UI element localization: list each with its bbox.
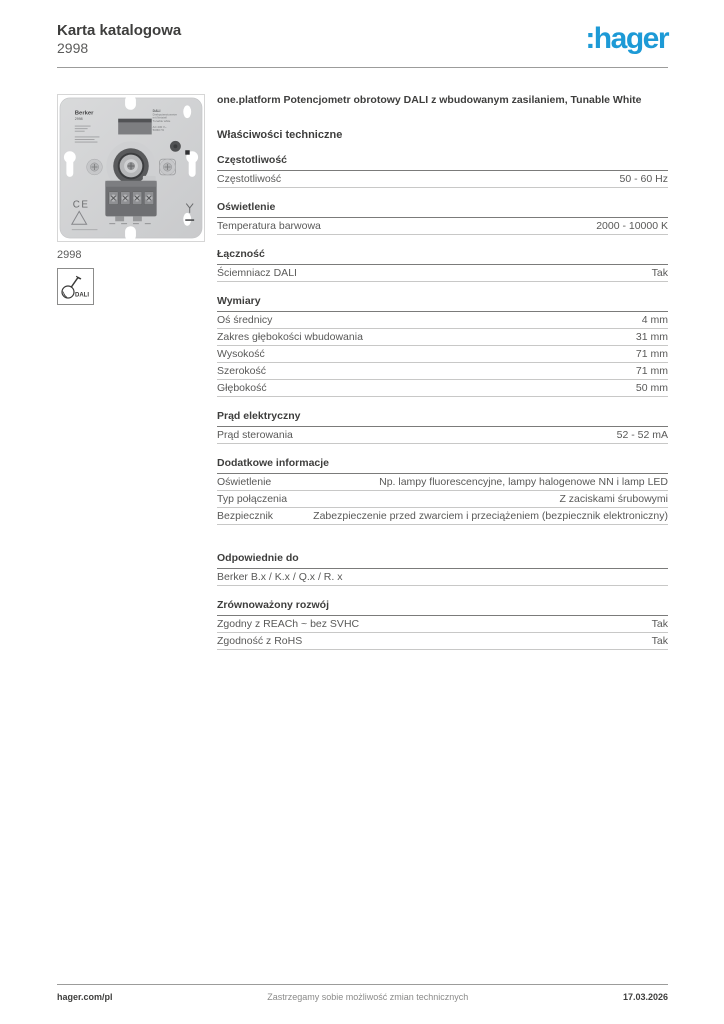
- plate-brand-label: Berker: [74, 110, 94, 117]
- svg-text:DALI: DALI: [75, 292, 89, 299]
- row-value: 50 - 60 Hz: [619, 173, 668, 185]
- row-label: Oś średnicy: [217, 314, 273, 326]
- spec-row: [217, 508, 668, 525]
- footer-disclaimer: Zastrzegamy sobie możliwość zmian technicznych: [267, 992, 469, 1002]
- spec-row: [217, 616, 668, 633]
- spec-section: [217, 410, 668, 444]
- row-label: Zgodność z RoHS: [217, 635, 303, 647]
- section-title: Łączność: [217, 248, 668, 265]
- section-title: Oświetlenie: [217, 201, 668, 218]
- main-content: [0, 68, 724, 650]
- footer-website: hager.com/pl: [57, 992, 113, 1002]
- spec-section: [217, 154, 668, 188]
- row-value: [356, 571, 668, 583]
- row-label: Prąd sterowania: [217, 429, 293, 441]
- header-titles: [57, 22, 181, 57]
- row-value: Tak: [651, 635, 668, 647]
- row-value: 4 mm: [641, 314, 668, 326]
- svg-text:Tunable white: Tunable white: [152, 118, 171, 123]
- spec-sections: [217, 154, 668, 650]
- row-value: Tak: [651, 267, 668, 279]
- plate-number-label: 2998: [74, 117, 83, 122]
- spec-row: [217, 569, 668, 586]
- row-label: Zgodny z REACh ~ bez SVHC: [217, 618, 360, 630]
- row-value: 71 mm: [635, 348, 668, 360]
- section-title: Wymiary: [217, 295, 668, 312]
- footer-date: 17.03.2026: [622, 992, 668, 1002]
- spec-row: [217, 265, 668, 282]
- section-title: Prąd elektryczny: [217, 410, 668, 427]
- row-value: Z zaciskami śrubowymi: [559, 493, 668, 505]
- section-title: Dodatkowe informacje: [217, 457, 668, 474]
- row-label: Bezpiecznik: [217, 510, 274, 522]
- row-label: Ściemniacz DALI: [217, 267, 297, 279]
- spec-row: [217, 363, 668, 380]
- row-label: Temperatura barwowa: [217, 220, 321, 232]
- row-value: 2000 - 10000 K: [596, 220, 668, 232]
- spec-row: [217, 427, 668, 444]
- spec-section: [217, 599, 668, 650]
- page-footer: [57, 984, 668, 1002]
- spec-column: [217, 94, 668, 650]
- svg-text:50/60 Hz: 50/60 Hz: [152, 128, 165, 133]
- doc-product-number: 2998: [57, 40, 89, 56]
- spec-section: [217, 295, 668, 397]
- properties-heading: Właściwości techniczne: [217, 129, 343, 141]
- svg-text:Drehpotenziometer: Drehpotenziometer: [152, 112, 178, 117]
- product-title: one.platform Potencjometr obrotowy DALI z wbudowanym zasilaniem, Tunable White: [217, 94, 642, 106]
- doc-type-title: Karta katalogowa: [57, 22, 182, 39]
- product-media-column: [57, 94, 205, 650]
- spec-section: [217, 552, 668, 586]
- row-value: 71 mm: [635, 365, 668, 377]
- row-value: 52 - 52 mA: [616, 429, 668, 441]
- spec-row: [217, 380, 668, 397]
- row-label: Typ połączenia: [217, 493, 288, 505]
- row-label: Oświetlenie: [217, 476, 272, 488]
- section-title: Zrównoważony rozwój: [217, 599, 668, 616]
- dimmer-insert-illustration: [58, 95, 204, 241]
- page-header: [0, 0, 724, 57]
- spec-section: [217, 248, 668, 282]
- svg-text:DALI: DALI: [152, 108, 161, 113]
- row-value: 31 mm: [635, 331, 668, 343]
- spec-section: [217, 201, 668, 235]
- spec-row: [217, 633, 668, 650]
- spec-section: [217, 457, 668, 525]
- row-value: 50 mm: [635, 382, 668, 394]
- row-label: Głębokość: [217, 382, 267, 394]
- svg-text:AC 230 V~: AC 230 V~: [152, 124, 167, 129]
- row-value: Tak: [651, 618, 668, 630]
- spec-row: [217, 171, 668, 188]
- row-label: Szerokość: [217, 365, 267, 377]
- spec-row: [217, 329, 668, 346]
- row-label: Berker B.x / K.x / Q.x / R. x: [217, 571, 343, 583]
- dali-badge: [57, 268, 94, 305]
- hager-logo: :hager: [585, 22, 668, 55]
- section-title: Odpowiednie do: [217, 552, 668, 569]
- row-label: Zakres głębokości wbudowania: [217, 331, 363, 343]
- spec-row: [217, 312, 668, 329]
- spec-row: [217, 474, 668, 491]
- row-value: Zabezpieczenie przed zwarciem i przeciążeniem (bezpiecznik elektroniczny): [313, 510, 668, 522]
- product-photo: [57, 94, 205, 242]
- photo-caption: 2998: [57, 249, 82, 261]
- section-title: Częstotliwość: [217, 154, 668, 171]
- dali-dimmer-icon: [58, 269, 93, 304]
- spec-row: [217, 218, 668, 235]
- row-label: Wysokość: [217, 348, 265, 360]
- spec-row: [217, 491, 668, 508]
- svg-text:mit Netzteil: mit Netzteil: [152, 115, 167, 120]
- ce-mark: CE: [72, 199, 90, 211]
- row-label: Częstotliwość: [217, 173, 282, 185]
- spec-row: [217, 346, 668, 363]
- row-value: Np. lampy fluorescencyjne, lampy halogenowe NN i lamp LED: [379, 476, 668, 488]
